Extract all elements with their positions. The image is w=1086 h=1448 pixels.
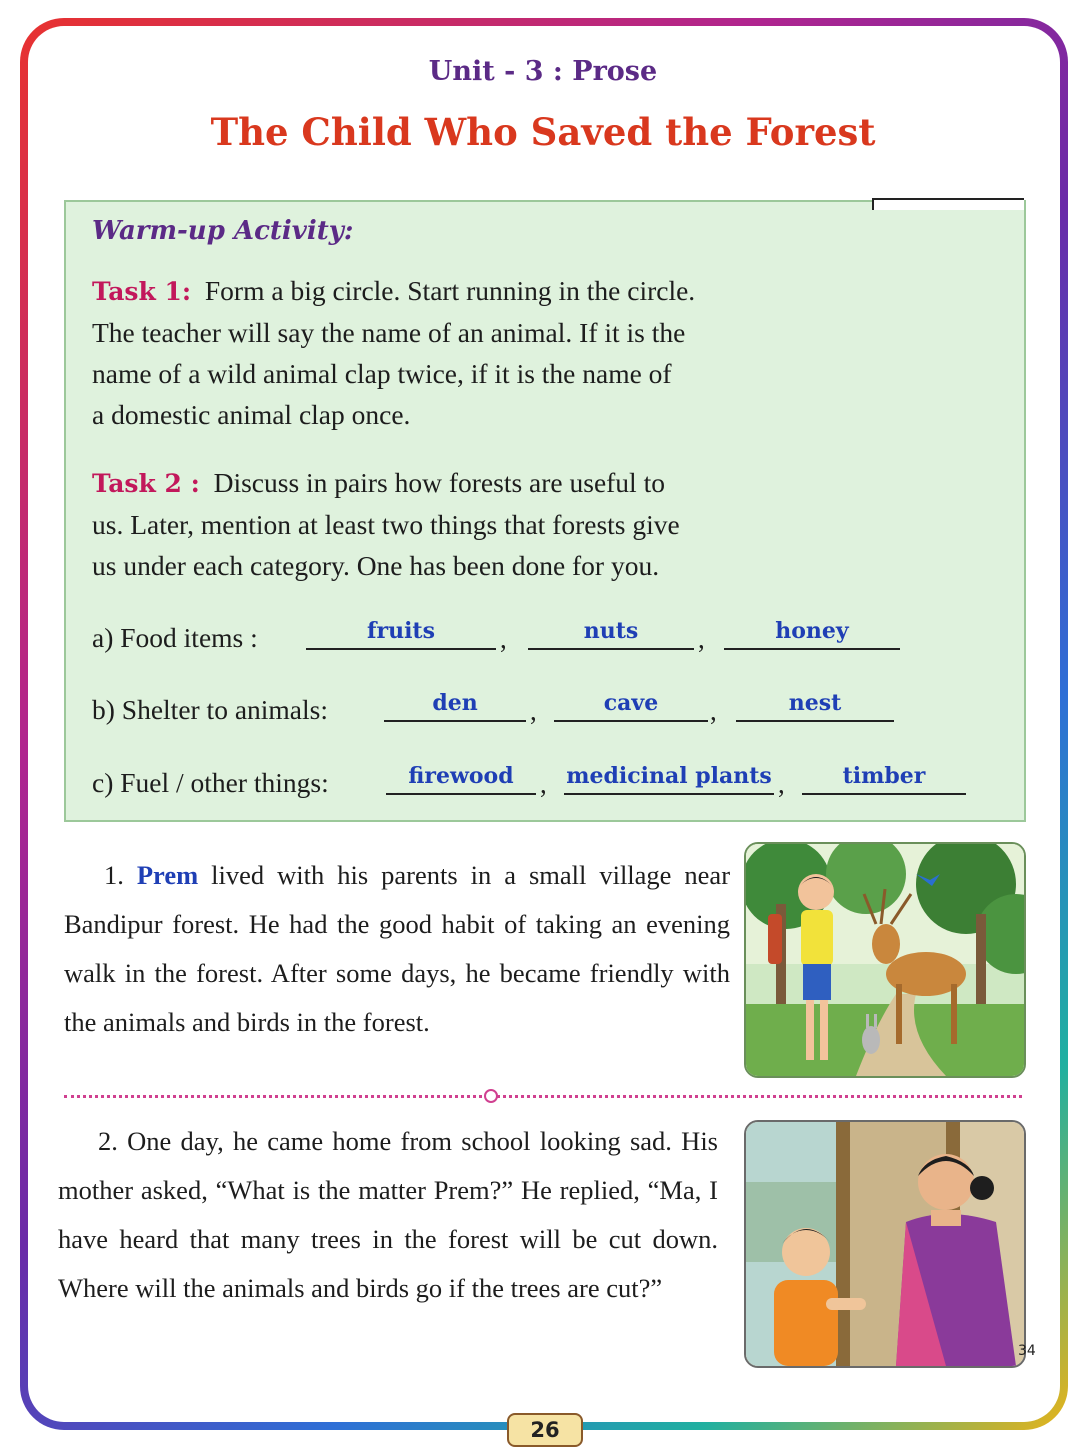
comma: , [778,769,785,799]
answer-blank[interactable]: nest [736,690,894,722]
character-name: Prem [136,860,199,890]
task-1 [92,270,852,435]
story-paragraph-2 [58,1117,718,1313]
answer-blank[interactable]: honey [724,618,900,650]
task-1-text: Form a big circle. Start running in the circle. [204,275,696,306]
task-1-line: a domestic animal clap once. [92,399,411,430]
answer-blank[interactable]: fruits [306,618,496,650]
unit-label: Unit - 3 : Prose [428,56,658,87]
task-1-label: Task 1: [92,277,192,306]
answer-blank[interactable]: timber [802,763,966,795]
category-shelter [92,690,992,730]
page-title: The Child Who Saved the Forest [210,110,876,154]
answer-blank[interactable]: cave [554,690,708,722]
category-food [92,618,992,658]
warmup-heading: Warm-up Activity: [92,216,354,246]
paragraph-number: 1. [104,860,124,890]
answer-blank[interactable]: den [384,690,526,722]
illustration-boy-mother [744,1120,1026,1368]
category-fuel [92,763,992,803]
comma: , [710,696,717,726]
comma: , [698,624,705,654]
paragraph-text: lived with his parents in a small village near Bandipur forest. He had the good habit of taking an evening walk in the forest. After some days, he became friendly with the animals and birds in the forest. [64,860,731,1037]
task-1-line: The teacher will say the name of an animal. If it is the [92,317,686,348]
task-2-label: Task 2 : [92,469,200,498]
forest-scene-image [746,844,1024,1076]
task-2-line: us under each category. One has been done for you. [92,550,660,581]
divider-ornament [484,1089,498,1103]
answer-blank[interactable]: firewood [386,763,536,795]
task-2 [92,462,852,586]
paragraph-text: 2. One day, he came home from school looking sad. His mother asked, “What is the matter Prem?” He replied, “Ma, I have heard that many trees in the forest will be cut down. Where will the animals and birds go if the trees are cut?” [58,1126,718,1303]
comma: , [530,696,537,726]
answer-blank[interactable]: medicinal plants [564,763,774,795]
story-paragraph-1 [64,851,730,1047]
category-label: b) Shelter to animals: [92,694,328,725]
small-page-number: 34 [1018,1343,1036,1359]
section-divider [64,1095,1022,1100]
home-scene-image [746,1122,1024,1366]
category-label: c) Fuel / other things: [92,767,329,798]
illustration-boy-deer [744,842,1026,1078]
comma: , [500,624,507,654]
category-label: a) Food items : [92,622,258,653]
panel-corner-mark [872,198,1024,210]
task-2-text: Discuss in pairs how forests are useful to [213,467,665,498]
task-1-line: name of a wild animal clap twice, if it is the name of [92,358,672,389]
task-2-line: us. Later, mention at least two things that forests give [92,509,680,540]
comma: , [540,769,547,799]
page-number: 26 [507,1413,583,1447]
answer-blank[interactable]: nuts [528,618,694,650]
